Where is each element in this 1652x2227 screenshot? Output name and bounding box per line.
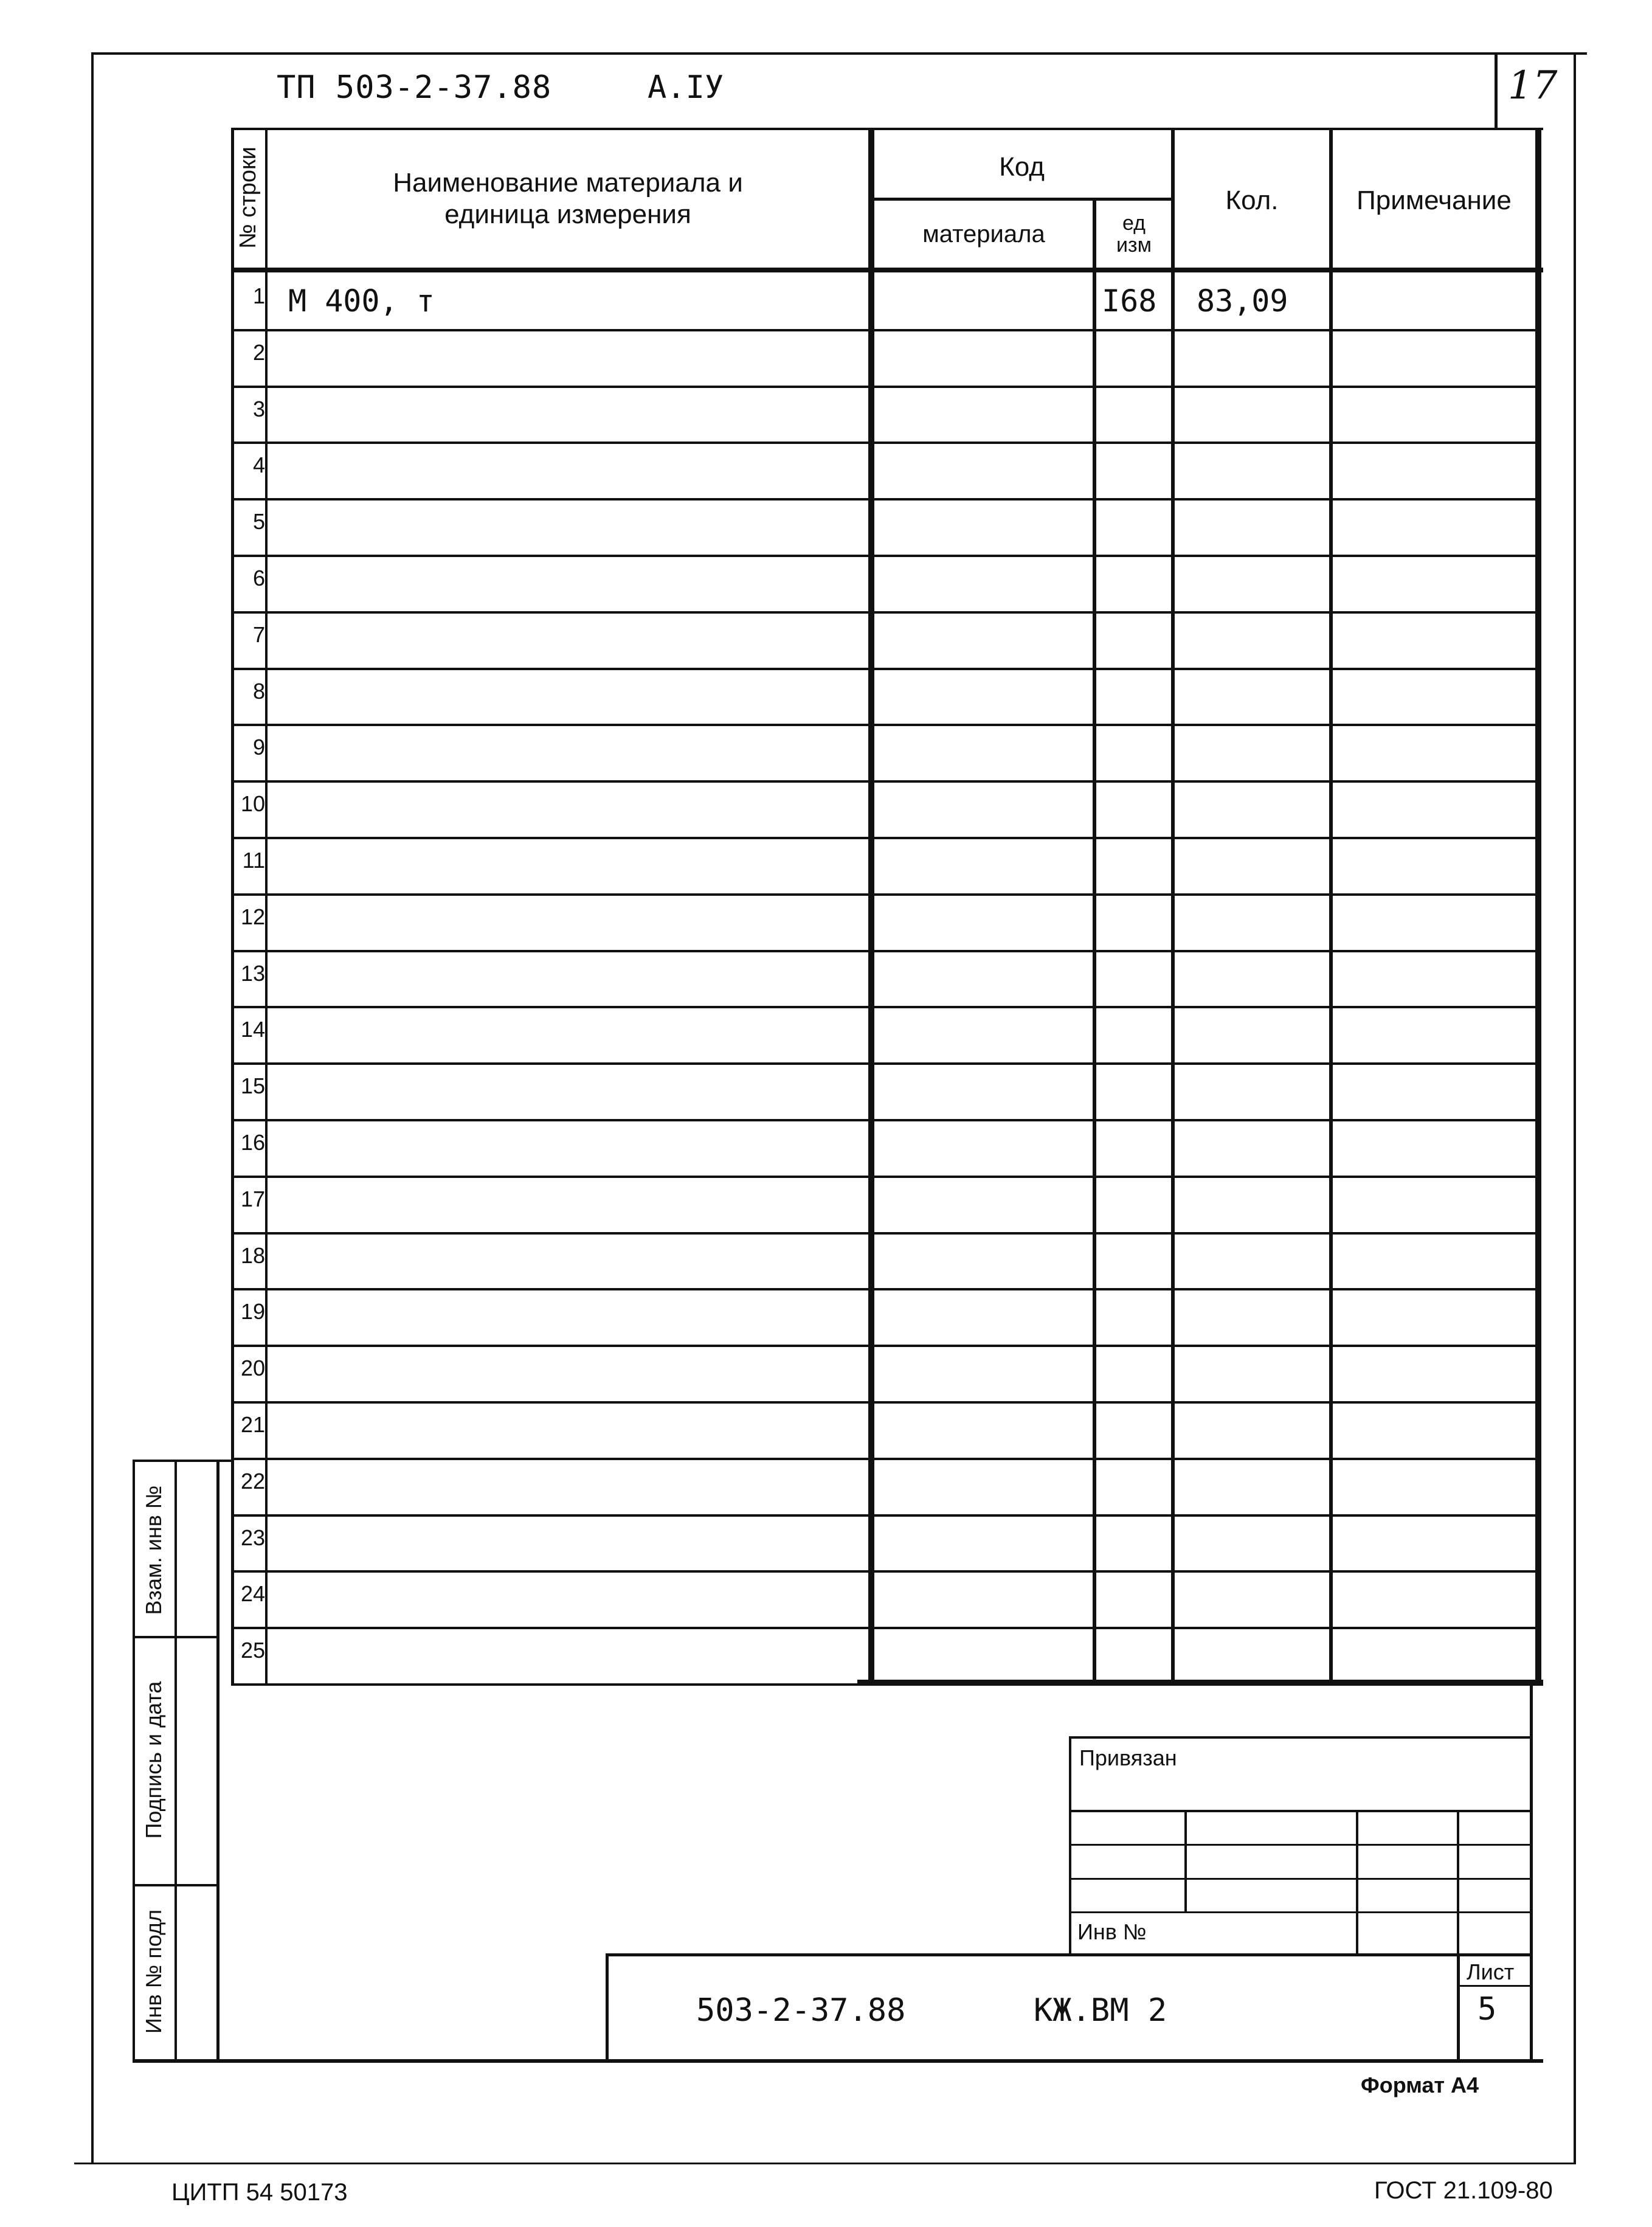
table-row [0, 724, 1652, 780]
privyazan-label: Привязан [1079, 1745, 1177, 1770]
doc-mark: КЖ.ВМ 2 [1034, 1992, 1167, 2029]
row-number: 11 [242, 848, 265, 873]
table-row [0, 1627, 1652, 1683]
sheet-label-line [1457, 1985, 1532, 1987]
table-row [0, 837, 1652, 893]
table-row [0, 1288, 1652, 1345]
table-row [0, 1570, 1652, 1627]
table-row [0, 893, 1652, 950]
inv-no-label: Инв № [1077, 1919, 1147, 1944]
side-stamp-div1 [133, 1636, 219, 1638]
row-number: 5 [252, 509, 265, 534]
side-stamp-inner [175, 1460, 177, 2062]
privyazan-row2 [1069, 1844, 1532, 1846]
table-row [0, 611, 1652, 668]
col-header-code-unit: ед изм [1116, 212, 1152, 257]
sheet-col-left [1457, 1953, 1460, 2063]
doc-box-left [606, 1953, 609, 2063]
row-number: 14 [240, 1017, 265, 1042]
row-number: 18 [240, 1243, 265, 1268]
row-number: 13 [240, 961, 265, 986]
table-row [0, 442, 1652, 498]
table-row [0, 329, 1652, 386]
privyazan-col3 [1457, 1810, 1459, 1955]
privyazan-box-left [1069, 1736, 1071, 1955]
side-stamp-podpis-data: Подпись и дата [141, 1681, 166, 1839]
table-row [0, 1176, 1652, 1232]
table-row [0, 1062, 1652, 1119]
table-row [0, 386, 1652, 442]
row-number: 1 [252, 283, 265, 308]
table-row [0, 498, 1652, 555]
row-number: 9 [252, 735, 265, 760]
row-number: 23 [240, 1525, 265, 1550]
doc-box-top [606, 1953, 1532, 1956]
row-number: 22 [240, 1469, 265, 1494]
outer-frame-bottom [74, 2163, 1576, 2164]
side-stamp-top [133, 1460, 231, 1462]
row-number: 6 [252, 566, 265, 591]
side-stamp-main [216, 1460, 219, 2062]
doc-code: 503-2-37.88 [696, 1992, 906, 2029]
col-header-code: Код [999, 152, 1045, 182]
table-row [0, 555, 1652, 611]
row-unit: I68 [1102, 283, 1157, 319]
row-number: 3 [252, 397, 265, 421]
row-number: 19 [240, 1299, 265, 1324]
table-row [0, 1345, 1652, 1401]
code-subheader-line [871, 198, 1173, 201]
row-number: 4 [252, 452, 265, 477]
col-header-row-no: № строки [235, 147, 261, 249]
col-header-code-material: материала [922, 220, 1045, 248]
title-block-right [1530, 1685, 1533, 2062]
table-top [231, 128, 1543, 130]
row-number: 21 [240, 1412, 265, 1437]
table-row [0, 1401, 1652, 1458]
footer-left-code: ЦИТП 54 50173 [171, 2179, 348, 2206]
row-number: 16 [240, 1130, 265, 1155]
table-row-line [231, 1683, 1538, 1686]
col-header-name: Наименование материала и единица измерения [393, 168, 743, 229]
table-row [0, 1006, 1652, 1062]
privyazan-row3 [1069, 1878, 1532, 1880]
table-row [0, 1119, 1652, 1176]
side-stamp-bottom [133, 2059, 1543, 2063]
table-row [0, 950, 1652, 1006]
row-number: 20 [240, 1356, 265, 1380]
page-number-divider [1495, 52, 1498, 129]
side-stamp-vzam-inv: Взам. инв № [141, 1485, 166, 1615]
row-number: 10 [240, 791, 265, 816]
album-label: А.IУ [648, 69, 724, 106]
col-header-qty: Кол. [1225, 185, 1279, 215]
row-number: 15 [240, 1073, 265, 1098]
table-row [0, 1514, 1652, 1571]
footer-gost: ГОСТ 21.109-80 [1374, 2177, 1553, 2204]
privyazan-row1 [1069, 1810, 1532, 1812]
sheet-label: Лист [1467, 1959, 1515, 1984]
row-name: М 400, т [288, 283, 435, 319]
row-qty: 83,09 [1197, 283, 1288, 319]
row-number: 24 [240, 1581, 265, 1606]
privyazan-col2 [1356, 1810, 1358, 1955]
row-number: 17 [240, 1186, 265, 1211]
row-number: 8 [252, 679, 265, 704]
table-header-bottom [231, 268, 1543, 272]
project-code: ТП 503-2-37.88 [277, 69, 552, 106]
side-stamp-left [133, 1460, 135, 2062]
table-row [0, 668, 1652, 724]
privyazan-row4 [1069, 1911, 1532, 1913]
col-header-note: Примечание [1357, 185, 1512, 215]
table-row [0, 1232, 1652, 1289]
table-row [0, 1458, 1652, 1514]
privyazan-col1 [1184, 1810, 1187, 1912]
table-row [0, 780, 1652, 837]
sheet-value: 5 [1477, 1991, 1497, 2028]
side-stamp-inv-podl: Инв № подл [141, 1909, 166, 2034]
privyazan-box-top [1069, 1736, 1532, 1739]
row-number: 7 [252, 622, 265, 647]
row-number: 12 [240, 904, 265, 929]
table-row [0, 272, 1652, 329]
format-label: Формат А4 [1361, 2073, 1479, 2097]
row-number: 25 [240, 1638, 265, 1663]
side-stamp-div2 [133, 1884, 219, 1886]
row-number: 2 [252, 340, 265, 365]
page-number: 17 [1508, 63, 1558, 108]
outer-frame-top [91, 52, 1587, 55]
